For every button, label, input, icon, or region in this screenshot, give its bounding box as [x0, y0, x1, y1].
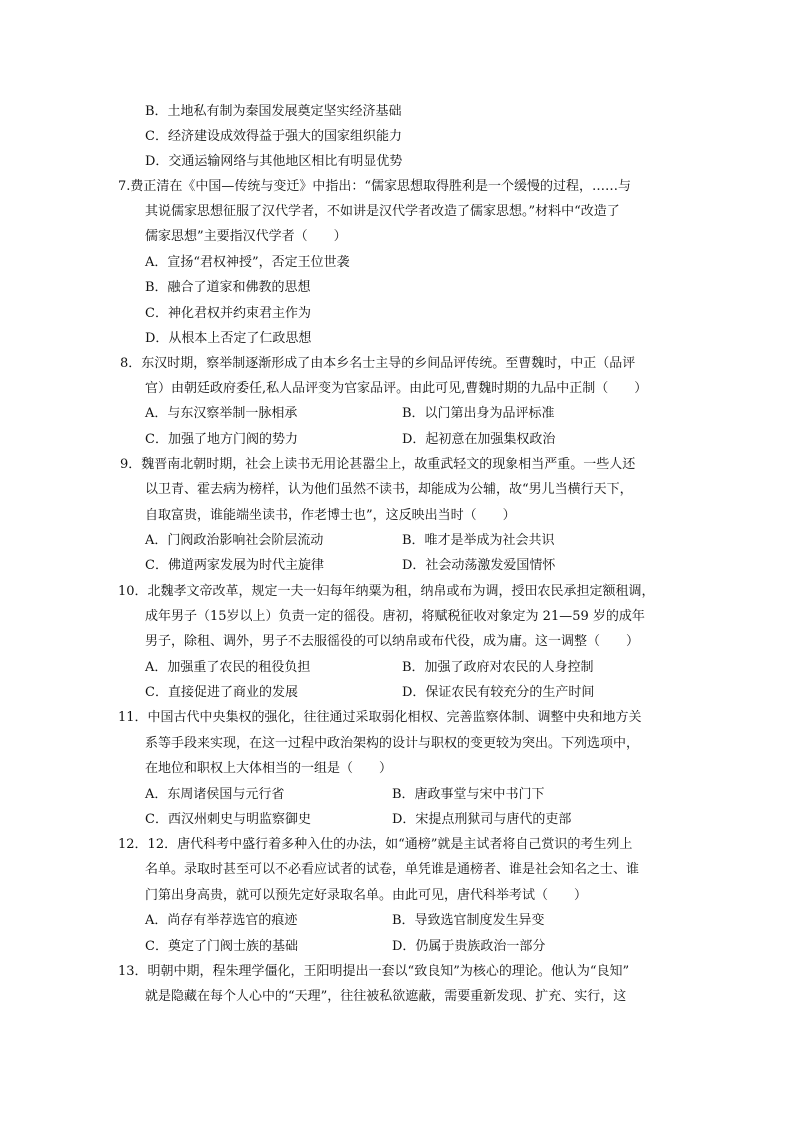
q11-stem-line3: 在地位和职权上大体相当的一组是（ ） — [145, 761, 393, 776]
q11-stem-line2: 系等手段来实现，在这一过程中政治架构的设计与职权的变更较为突出。下列选项中， — [145, 736, 640, 751]
q8-stem-line2: 官）由朝廷政府委任,私人品评变为官家品评。由此可见,曹魏时期的九品中正制（ ） — [145, 381, 648, 396]
q8-option-a: A．与东汉察举制一脉相承 — [145, 406, 298, 421]
q7-stem-line3: 儒家思想”主要指汉代学者（ ） — [145, 229, 347, 244]
q8-stem-line1: 8．东汉时期，察举制逐渐形成了由本乡名士主导的乡间品评传统。至曹魏时，中正（品评 — [120, 356, 636, 371]
q6-option-c: C．经济建设成效得益于强大的国家组织能力 — [145, 129, 402, 144]
q9-option-c: C．佛道两家发展为时代主旋律 — [145, 558, 324, 573]
q12-stem-line3: 门第出身高贵，就可以预先定好录取名单。由此可见，唐代科举考试（ ） — [145, 888, 588, 903]
q10-option-b: B．加强了政府对农民的人身控制 — [402, 660, 594, 675]
q12-option-b: B．导致选官制度发生异变 — [392, 913, 545, 928]
q10-option-d: D．保证农民有较充分的生产时间 — [402, 685, 595, 700]
q10-stem-line2: 成年男子（15岁以上）负责一定的徭役。唐初，将赋税征收对象定为 21—59 岁的成年 — [145, 609, 645, 624]
q11-option-c: C．西汉州刺史与明监察御史 — [145, 812, 311, 827]
q12-option-d: D．仍属于贵族政治一部分 — [392, 939, 546, 954]
q13-stem-line2: 就是隐藏在每个人心中的“天理”，往往被私欲遮蔽，需要重新发现、扩充、实行，这 — [145, 989, 627, 1004]
q7-option-a: A．宣扬“君权神授”，否定王位世袭 — [145, 255, 350, 270]
q8-option-c: C．加强了地方门阀的势力 — [145, 432, 298, 447]
q11-option-d: D．宋提点刑狱司与唐代的吏部 — [392, 812, 572, 827]
q7-option-c: C．神化君权并约束君主作为 — [145, 306, 311, 321]
q12-option-a: A．尚存有举荐选官的痕迹 — [145, 913, 298, 928]
q11-option-b: B．唐政事堂与宋中书门下 — [392, 787, 545, 802]
q10-stem-line3: 男子，除租、调外，男子不去服徭役的可以纳帛或布代役，成为庸。这一调整（ ） — [145, 634, 640, 649]
q11-stem-line1: 11．中国古代中央集权的强化，往往通过采取弱化相权、完善监察体制、调整中央和地方关 — [118, 710, 642, 725]
q12-stem-line1: 12．12．唐代科考中盛行着多种入仕的办法，如“通榜”就是主试者将自己赏识的考生列上 — [118, 837, 633, 852]
q9-stem-line1: 9．魏晋南北朝时期，社会上读书无用论甚嚣尘上，故重武轻文的现象相当严重。一些人还 — [120, 457, 636, 472]
q7-option-b: B．融合了道家和佛教的思想 — [145, 280, 311, 295]
q9-option-a: A．门阀政治影响社会阶层流动 — [145, 533, 324, 548]
q10-stem-line1: 10．北魏孝文帝改革，规定一夫一妇每年纳粟为租，纳帛或布为调，授田农民承担定额租调， — [118, 584, 655, 599]
q8-option-b: B．以门第出身为品评标准 — [402, 406, 555, 421]
q13-stem-line1: 13．明朝中期，程朱理学僵化，王阳明提出一套以“致良知”为核心的理论。他认为“良知” — [118, 964, 630, 979]
q12-stem-line2: 名单。录取时甚至可以不必看应试者的试卷，单凭谁是通榜者、谁是社会知名之士、谁 — [145, 862, 640, 877]
q6-option-b: B．土地私有制为秦国发展奠定坚实经济基础 — [145, 104, 402, 119]
q12-option-c: C．奠定了门阀士族的基础 — [145, 939, 298, 954]
q11-option-a: A．东周诸侯国与元行省 — [145, 787, 285, 802]
q7-option-d: D．从根本上否定了仁政思想 — [145, 331, 312, 346]
q9-stem-line2: 以卫青、霍去病为榜样，认为他们虽然不读书，却能成为公辅，故“男儿当横行天下， — [145, 482, 633, 497]
q6-option-d: D．交通运输网络与其他地区相比有明显优势 — [145, 154, 403, 169]
q7-stem-line1: 7.费正清在《中国—传统与变迁》中指出：“儒家思想取得胜利是一个缓慢的过程，……与 — [118, 179, 632, 194]
q9-stem-line3: 自取富贵，谁能端坐读书，作老博士也”，这反映出当时（ ） — [145, 508, 516, 523]
q10-option-c: C．直接促进了商业的发展 — [145, 685, 298, 700]
q10-option-a: A．加强重了农民的租役负担 — [145, 660, 311, 675]
q9-option-b: B．唯才是举成为社会共识 — [402, 533, 555, 548]
q7-stem-line2: 其说儒家思想征服了汉代学者，不如讲是汉代学者改造了儒家思想。”材料中“改造了 — [145, 204, 620, 219]
q8-option-d: D．起初意在加强集权政治 — [402, 432, 556, 447]
q9-option-d: D．社会动荡激发爱国情怀 — [402, 558, 556, 573]
